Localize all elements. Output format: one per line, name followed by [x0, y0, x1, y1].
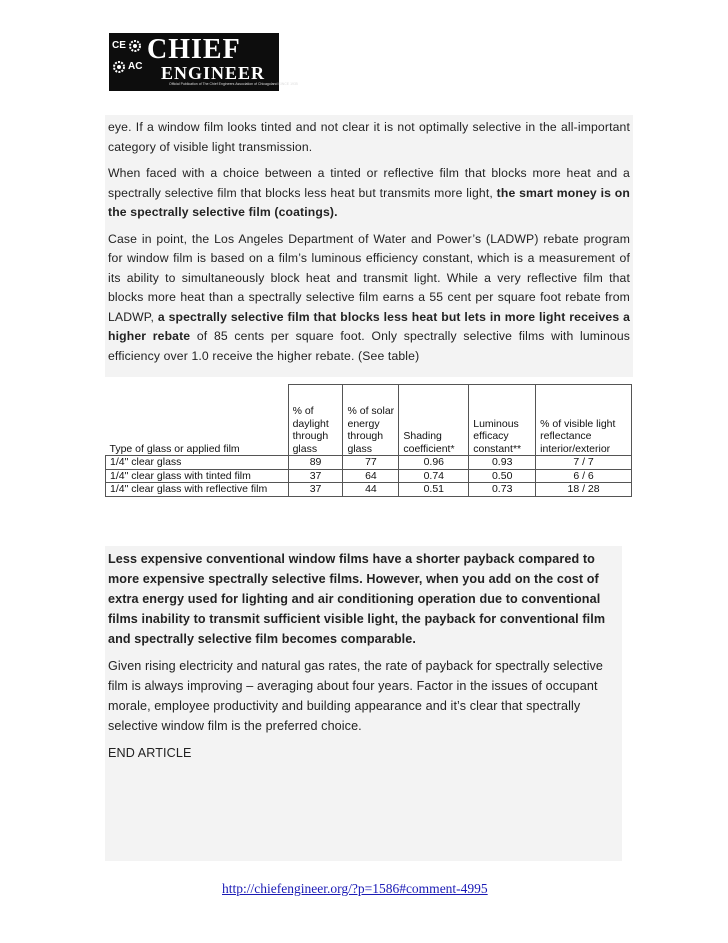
table-cell: 0.50 — [469, 469, 536, 483]
table-cell: 0.93 — [469, 456, 536, 470]
table-cell: 89 — [288, 456, 343, 470]
table-header-cell: Shading coefficient* — [399, 385, 469, 456]
source-link[interactable]: http://chiefengineer.org/?p=1586#comment-4995 — [222, 881, 488, 896]
paragraph-3-text-a: Case in point, the Los Angeles Department of Water and Power’s (LADWP) rebate program for window film is based on a film’s luminous efficiency constant, which is a measurement of its ability to simultaneously block heat and transmit light. While a very reflective film that blocks more heat than a spectrally selective film earns a 55 cent per square foot rebate from LADWP, — [108, 231, 630, 324]
article-paragraph-3 — [105, 230, 633, 367]
table-row — [106, 456, 632, 470]
table-cell: 7 / 7 — [536, 456, 632, 470]
logo-title-engineer: ENGINEER — [161, 63, 266, 83]
table-cell: 0.74 — [399, 469, 469, 483]
table-cell: 1/4" clear glass — [106, 456, 289, 470]
table-cell: 18 / 28 — [536, 483, 632, 497]
paragraph-3-text-c: of 85 cents per square foot. Only spectrally selective films with luminous efficiency over 1.0 receive the higher rebate. (See table) — [108, 329, 630, 363]
article-paragraph-1: eye. If a window film looks tinted and not clear it is not optimally selective in the all-important category of visible light transmission. — [108, 120, 630, 154]
table-cell: 44 — [343, 483, 399, 497]
table-cell: 0.73 — [469, 483, 536, 497]
article-paragraph-5: Given rising electricity and natural gas rates, the rate of payback for spectrally selective film is always improving – averaging about four years. Factor in the issues of occupant morale, employee productivity and building appearance and it’s clear that spectrally selective window film is the preferred choice. — [108, 659, 603, 733]
table-header-cell: Luminous efficacy constant** — [469, 385, 536, 456]
table-header-cell: % of daylight through glass — [288, 385, 343, 456]
table-cell: 1/4" clear glass with reflective film — [106, 483, 289, 497]
table-header-cell: % of solar energy through glass — [343, 385, 399, 456]
article-paragraph-2 — [105, 164, 633, 223]
table-cell: 64 — [343, 469, 399, 483]
ceac-emblem — [112, 37, 144, 77]
chief-engineer-logo — [109, 33, 298, 91]
table-cell: 77 — [343, 456, 399, 470]
table-row — [106, 483, 632, 497]
paragraph-2-emphasis: the smart money is on the spectrally selective film (coatings). — [108, 185, 630, 219]
paragraph-3-emphasis: a spectrally selective film that blocks less heat but lets in more light receives a higher rebate — [108, 309, 630, 343]
table-cell: 37 — [288, 483, 343, 497]
table-cell: 0.96 — [399, 456, 469, 470]
emblem-letters-ce: CE — [112, 40, 126, 51]
logo-tagline: Official Publication of The Chief Engineers Association of Chicagoland SINCE 1935 — [169, 82, 298, 86]
gear-icon — [128, 37, 142, 55]
table-cell: 6 / 6 — [536, 469, 632, 483]
logo-title-chief: CHIEF — [147, 34, 241, 65]
end-article-marker: END ARTICLE — [108, 746, 192, 760]
article-paragraph-4: Less expensive conventional window films have a shorter payback compared to more expensive spectrally selective films. However, when you add on the cost of extra energy used for lighting and air conditioning operation due to conventional films inability to transmit sufficient visible light, the payback for conventional film and spectrally selective film becomes comparable. — [108, 552, 606, 646]
table-header-cell: Type of glass or applied film — [106, 385, 289, 456]
table-header-cell: % of visible light reflectance interior/exterior — [536, 385, 632, 456]
table-header-row — [106, 385, 632, 456]
emblem-letters-ac: AC — [128, 61, 143, 72]
table-cell: 1/4" clear glass with tinted film — [106, 469, 289, 483]
gear-icon-2 — [112, 58, 126, 76]
window-film-comparison-table — [105, 384, 632, 497]
table-row — [106, 469, 632, 483]
paragraph-2-text: When faced with a choice between a tinted or reflective film that blocks more heat and a spectrally selective film that blocks less heat but transmits more light, — [108, 166, 630, 200]
table-cell: 0.51 — [399, 483, 469, 497]
article-section-upper — [105, 115, 633, 377]
table-cell: 37 — [288, 469, 343, 483]
article-section-lower — [105, 546, 622, 861]
